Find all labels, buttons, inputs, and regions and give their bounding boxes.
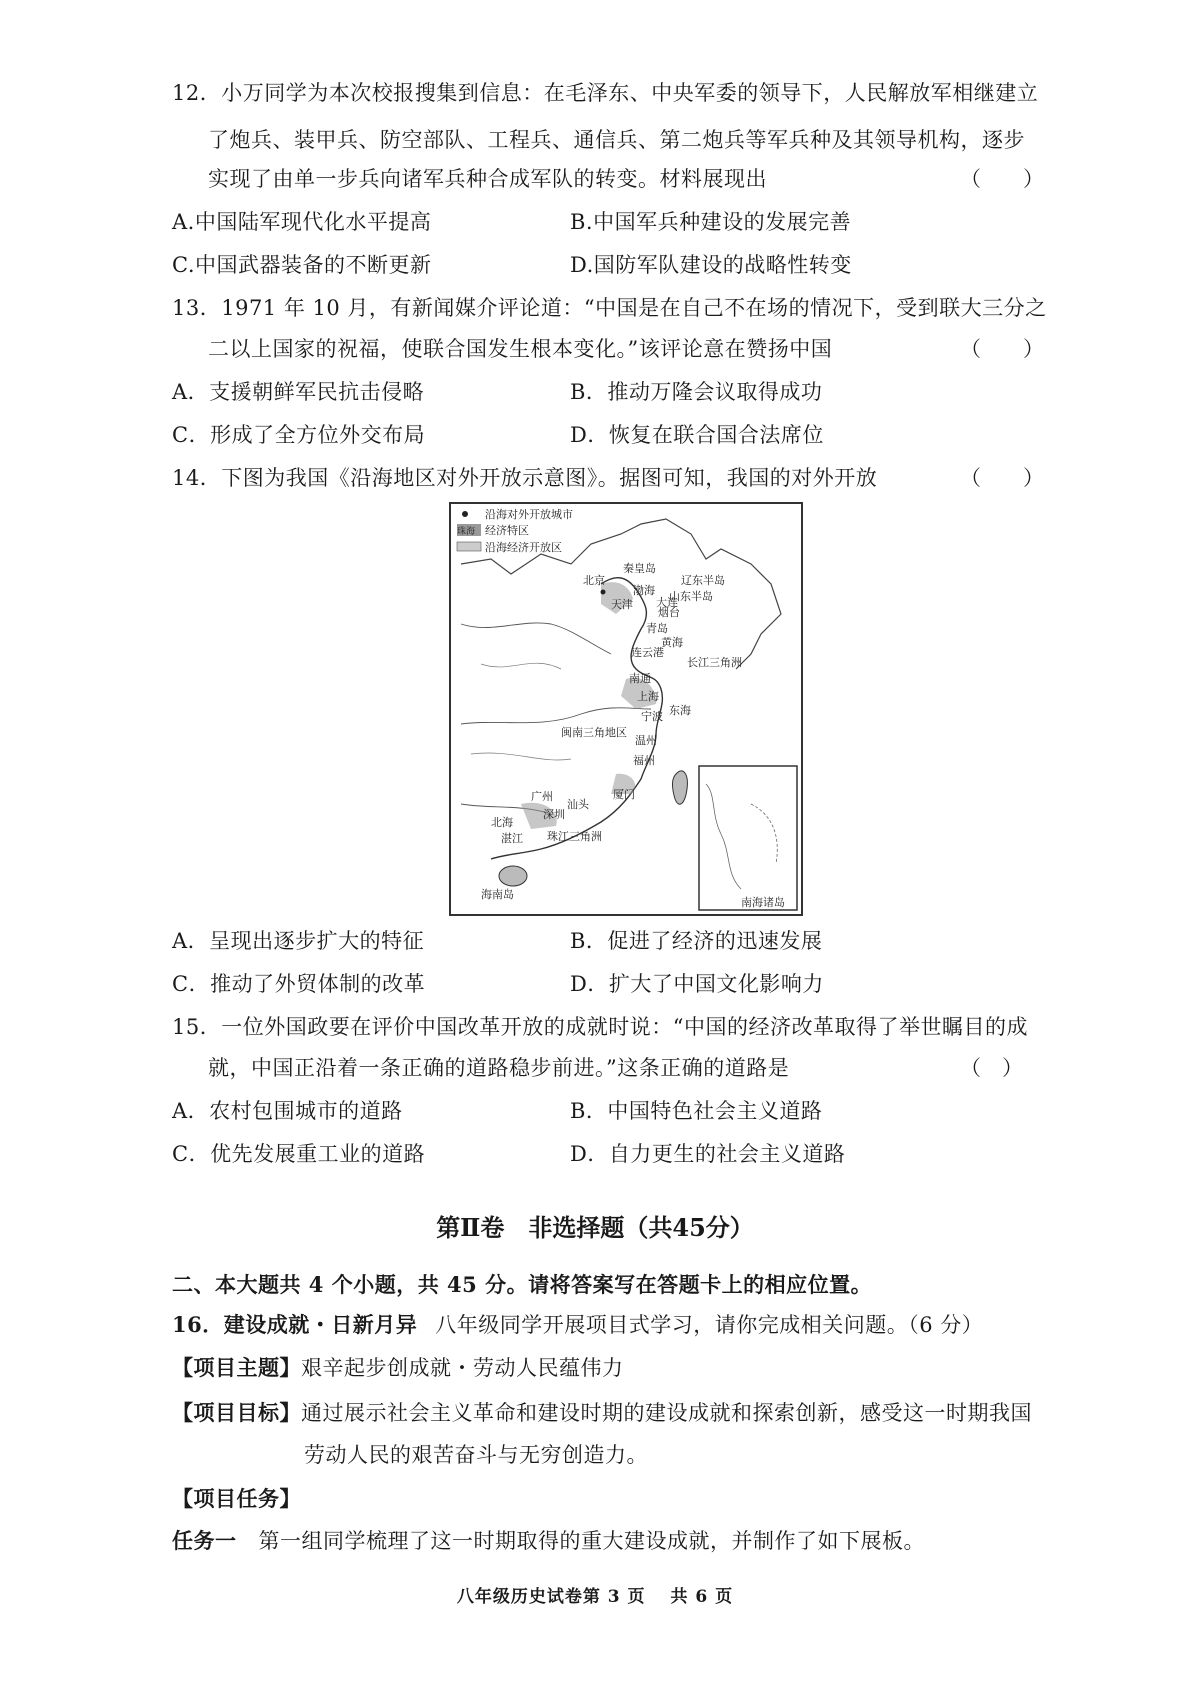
q16-theme-row	[172, 1353, 624, 1383]
q12-line1: 12．小万同学为本次校报搜集到信息：在毛泽东、中央军委的领导下，人民解放军相继建立	[172, 81, 1039, 105]
q15-option-b: B．中国特色社会主义道路	[570, 1099, 823, 1123]
label-east-sea: 东海	[669, 704, 691, 717]
label-tianjin: 天津	[611, 598, 633, 611]
q16-goal-text2: 劳动人民的艰苦奋斗与无穷创造力。	[304, 1443, 648, 1467]
hainan-island	[499, 866, 527, 886]
label-zone-liaodong: 辽东半岛	[681, 574, 725, 587]
q13-option-d: D．恢复在联合国合法席位	[570, 423, 824, 447]
q15-line2: 就，中国正沿着一条正确的道路稳步前进。”这条正确的道路是	[208, 1056, 790, 1080]
page-footer: 八年级历史试卷第 3 页 共 6 页	[456, 1587, 734, 1607]
q16-task1-label: 任务一	[172, 1528, 237, 1553]
legend-city-dot-icon	[462, 511, 468, 517]
label-xiamen: 厦门	[613, 788, 635, 801]
label-yantai: 烟台	[658, 606, 680, 619]
map-drawing	[451, 504, 801, 914]
coastal-open-area-map	[449, 502, 803, 916]
q16-heading	[172, 1310, 983, 1340]
label-south-china-sea-islands: 南海诸岛	[741, 896, 785, 909]
q12-option-c: C.中国武器装备的不断更新	[172, 253, 432, 277]
south-china-sea-inset	[699, 766, 797, 910]
q14-option-a: A．呈现出逐步扩大的特征	[172, 929, 425, 953]
q13-option-c: C．形成了全方位外交布局	[172, 423, 426, 447]
q16-goal-text1: 通过展示社会主义革命和建设时期的建设成就和探索创新，感受这一时期我国	[301, 1401, 1032, 1425]
q16-task1-row	[172, 1526, 925, 1556]
label-wenzhou: 温州	[635, 734, 657, 747]
q12-option-b: B.中国军兵种建设的发展完善	[570, 210, 852, 234]
label-shantou: 汕头	[567, 798, 589, 811]
q15-line1: 15．一位外国政要在评价中国改革开放的成就时说：“中国的经济改革取得了举世瞩目的成	[172, 1015, 1028, 1039]
section-instruction: 二、本大题共 4 个小题，共 45 分。请将答案写在答题卡上的相应位置。	[172, 1272, 873, 1297]
label-dalian: 大连	[656, 596, 678, 609]
legend-open-city: 沿海对外开放城市	[485, 508, 573, 521]
q14-option-d: D．扩大了中国文化影响力	[570, 972, 824, 996]
label-nantong: 南通	[629, 672, 651, 685]
label-hainan: 海南岛	[481, 888, 514, 901]
q12-option-d: D.国防军队建设的战略性转变	[570, 253, 852, 277]
q14-option-c: C．推动了外贸体制的改革	[172, 972, 426, 996]
label-zone-zhujiang: 珠江三角洲	[547, 830, 602, 843]
label-lianyungang: 连云港	[631, 646, 664, 659]
river-changjiang	[461, 708, 651, 724]
legend-sez-sample: 珠海	[457, 527, 476, 537]
legend-zone-swatch	[457, 542, 481, 551]
label-qingdao: 青岛	[646, 622, 668, 635]
q15-option-a: A．农村包围城市的道路	[172, 1099, 403, 1123]
coastline	[491, 578, 662, 859]
q15-option-d: D．自力更生的社会主义道路	[570, 1142, 846, 1166]
label-zone-minnan: 闽南三角地区	[561, 726, 627, 739]
q15-answer-paren: （ ）	[960, 1056, 1023, 1080]
q13-option-b: B．推动万隆会议取得成功	[570, 380, 823, 404]
legend-sez: 经济特区	[485, 524, 529, 537]
label-sea-bohai: 渤海	[633, 584, 655, 597]
q14-option-b: B．促进了经济的迅速发展	[570, 929, 823, 953]
section-title: 第Ⅱ卷 非选择题（共45分）	[436, 1213, 754, 1242]
label-zone-changjiang: 长江三角洲	[687, 656, 742, 669]
q12-option-a: A.中国陆军现代化水平提高	[172, 210, 432, 234]
label-qinhuangdao: 秦皇岛	[623, 562, 656, 575]
taiwan-island	[673, 771, 688, 804]
q16-theme-text: 艰辛起步创成就・劳动人民蕴伟力	[301, 1356, 624, 1380]
city-dot-icon	[601, 590, 606, 595]
river-huanghe	[461, 623, 611, 654]
q16-task-label: 【项目任务】	[172, 1486, 301, 1511]
q16-goal-label: 【项目目标】	[172, 1400, 301, 1425]
label-sea-huanghai: 黄海	[661, 636, 683, 649]
legend-zone: 沿海经济开放区	[485, 541, 562, 554]
label-shenzhen: 深圳	[543, 808, 565, 821]
label-ningbo: 宁波	[641, 710, 663, 723]
q12-answer-paren: （ ）	[960, 167, 1044, 191]
q13-line2: 二以上国家的祝福，使联合国发生根本变化。”该评论意在赞扬中国	[208, 337, 833, 361]
q12-line2: 了炮兵、装甲兵、防空部队、工程兵、通信兵、第二炮兵等军兵种及其领导机构，逐步	[208, 128, 1025, 152]
q14-answer-paren: （ ）	[960, 466, 1044, 490]
q16-title: 16．建设成就・日新月异	[172, 1312, 418, 1337]
label-guangzhou: 广州	[531, 790, 553, 803]
q15-option-c: C．优先发展重工业的道路	[172, 1142, 426, 1166]
label-fuzhou: 福州	[633, 754, 655, 767]
q16-intro: 八年级同学开展项目式学习，请你完成相关问题。（6 分）	[435, 1313, 984, 1337]
q12-line3: 实现了由单一步兵向诸军兵种合成军队的转变。材料展现出	[208, 167, 767, 191]
label-shanghai: 上海	[637, 690, 659, 703]
q13-option-a: A．支援朝鲜军民抗击侵略	[172, 380, 425, 404]
label-zone-shandong: 山东半岛	[669, 590, 713, 603]
q16-goal-row	[172, 1398, 1032, 1428]
label-zhanjiang: 湛江	[501, 832, 523, 845]
label-beihai: 北海	[491, 816, 513, 829]
q13-line1: 13．1971 年 10 月，有新闻媒介评论道：“中国是在自己不在场的情况下，受到联大三分之	[172, 296, 1047, 320]
province-lines	[471, 663, 571, 760]
q14-line1: 14．下图为我国《沿海地区对外开放示意图》。据图可知，我国的对外开放	[172, 466, 878, 490]
q13-answer-paren: （ ）	[960, 337, 1044, 361]
q16-task1-text: 第一组同学梳理了这一时期取得的重大建设成就，并制作了如下展板。	[258, 1529, 925, 1553]
q16-theme-label: 【项目主题】	[172, 1355, 301, 1380]
label-beijing: 北京	[583, 574, 605, 587]
